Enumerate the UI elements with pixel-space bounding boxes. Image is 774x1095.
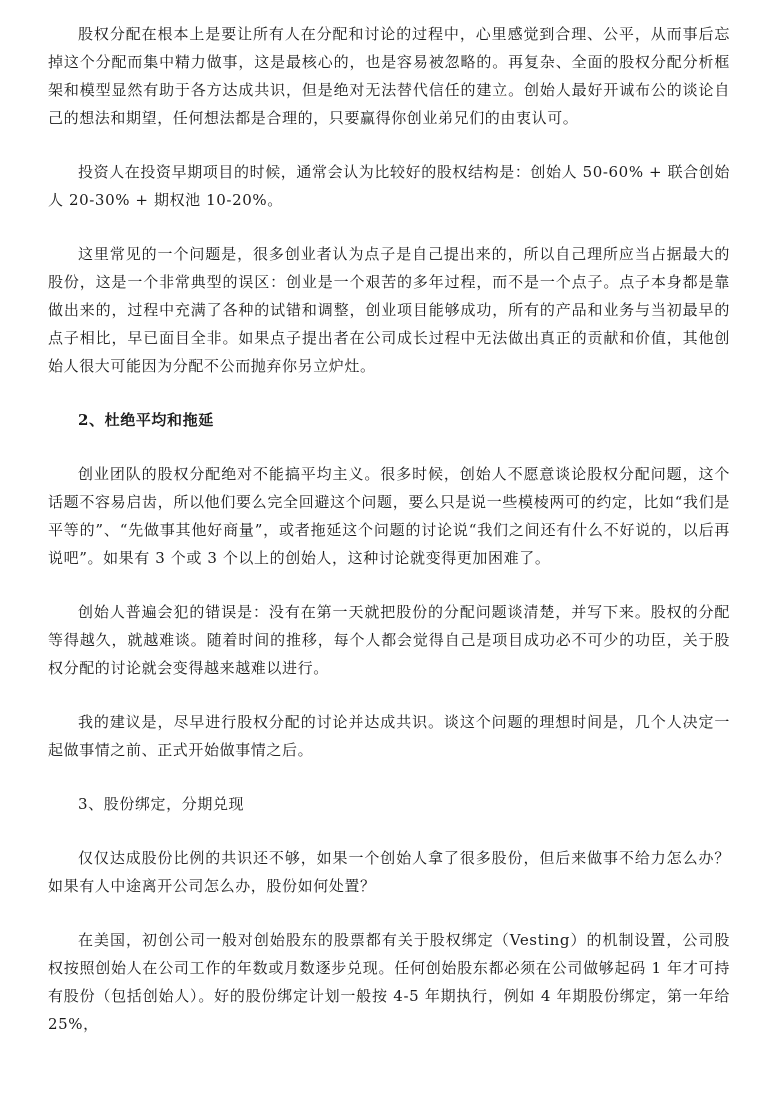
paragraph-advice: 我的建议是，尽早进行股权分配的讨论并达成共识。谈这个问题的理想时间是，几个人决定一起做事情之前、正式开始做事情之后。 [48,713,730,759]
paragraph-investor-structure: 投资人在投资早期项目的时候，通常会认为比较好的股权结构是：创始人 50-60% + 联合创始人 20-30% + 期权池 10-20%。 [48,163,730,209]
section-heading-2: 2、杜绝平均和拖延 [78,411,214,429]
document-page [48,20,730,1064]
paragraph-idea-misconception: 这里常见的一个问题是，很多创业者认为点子是自己提出来的，所以自己理所应当占据最大的股份，这是一个非常典型的误区：创业是一个艰苦的多年过程，而不是一个点子。点子本身都是靠做出来的，过程中充满了各种的试错和调整，创业项目能够成功，所有的产品和业务与当初最早的点子相比，早已面目全非。如果点子提出者在公司成长过程中无法做出真正的贡献和价值，其他创始人很大可能因为分配不公而抛弃你另立炉灶。 [48,245,730,375]
paragraph-common-mistake: 创始人普遍会犯的错误是：没有在第一天就把股份的分配问题谈清楚，并写下来。股权的分配等得越久，就越难谈。随着时间的推移，每个人都会觉得自己是项目成功必不可少的功臣，关于股权分配的讨论就会变得越来越难以进行。 [48,603,730,677]
paragraph-no-equal-split: 创业团队的股权分配绝对不能搞平均主义。很多时候，创始人不愿意谈论股权分配问题，这个话题不容易启齿，所以他们要么完全回避这个问题，要么只是说一些模棱两可的约定，比如“我们是平等的”、“先做事其他好商量”，或者拖延这个问题的讨论说“我们之间还有什么不好说的，以后再说吧”。如果有 3 个或 3 个以上的创始人，这种讨论就变得更加困难了。 [48,465,730,567]
section-heading-3: 3、股份绑定，分期兑现 [78,795,245,813]
paragraph-consensus-not-enough: 仅仅达成股份比例的共识还不够，如果一个创始人拿了很多股份，但后来做事不给力怎么办？如果有人中途离开公司怎么办，股份如何处置？ [48,849,730,895]
paragraph-vesting: 在美国，初创公司一般对创始股东的股票都有关于股权绑定（Vesting）的机制设置，公司股权按照创始人在公司工作的年数或月数逐步兑现。任何创始股东都必须在公司做够起码 1 年才可持有股份（包括创始人）。好的股份绑定计划一般按 4-5 年期执行，例如 4 年期股份绑定，第一年给 25%， [48,931,730,1033]
paragraph-fairness: 股权分配在根本上是要让所有人在分配和讨论的过程中，心里感觉到合理、公平，从而事后忘掉这个分配而集中精力做事，这是最核心的，也是容易被忽略的。再复杂、全面的股权分配分析框架和模型显然有助于各方达成共识，但是绝对无法替代信任的建立。创始人最好开诚布公的谈论自己的想法和期望，任何想法都是合理的，只要赢得你创业弟兄们的由衷认可。 [48,25,730,127]
